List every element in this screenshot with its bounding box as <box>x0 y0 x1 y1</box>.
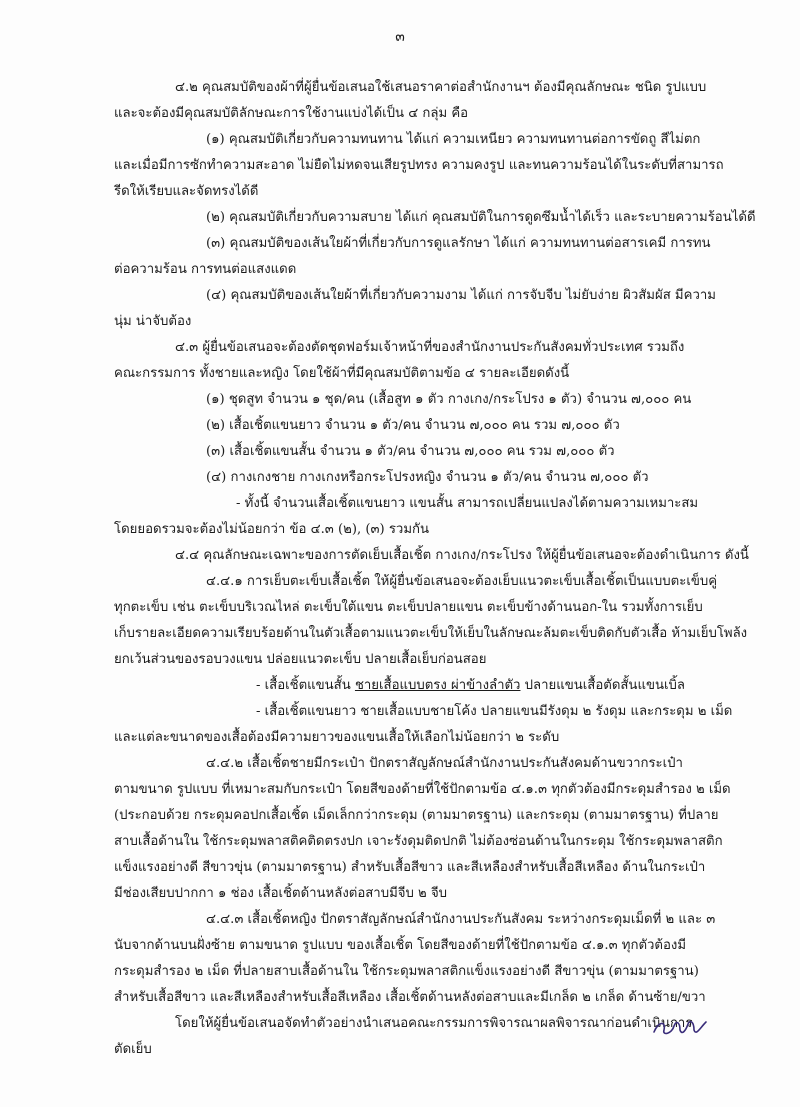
page-number: ๓ <box>395 29 405 45</box>
text-line <box>256 677 685 695</box>
text-line: นับจากด้านบนฝั่งซ้าย ตามขนาด รูปแบบ ของเสื้อเชิ้ต โดยสีของด้ายที่ใช้ปักตามข้อ ๔.๑.๓ ทุกตัวต้องมี <box>114 938 687 953</box>
text-line: และจะต้องมีคุณสมบัติลักษณะการใช้งานแบ่งได้เป็น ๔ กลุ่ม คือ <box>114 106 469 121</box>
text-line: สำหรับเสื้อสีขาว และสีเหลืองสำหรับเสื้อสีเหลือง เสื้อเชิ้ตด้านหลังต่อสาบและมีเกล็ด ๒ เกล็ด ด้านซ้าย/ขวา <box>114 990 706 1005</box>
text-line: (๒) คุณสมบัติเกี่ยวกับความสบาย ได้แก่ คุณสมบัติในการดูดซึมน้ำได้เร็ว และระบายความร้อนได้ดี <box>206 210 756 225</box>
text-line: ต่อความร้อน การทนต่อแสงแดด <box>114 262 297 277</box>
text-line: คณะกรรมการ ทั้งชายและหญิง โดยใช้ผ้าที่มีคุณสมบัติตามข้อ ๔ รายละเอียดดังนี้ <box>114 366 570 381</box>
text-line: (ประกอบด้วย กระดุมคอปกเสื้อเชิ้ต เม็ดเล็กกว่ากระดุม (ตามมาตรฐาน) และกระดุม (ตามมาตรฐาน) ที่ปลาย <box>114 808 719 823</box>
text-line: โดยยอดรวมจะต้องไม่น้อยกว่า ข้อ ๔.๓ (๒), (๓) รวมกัน <box>114 522 430 537</box>
text-line: (๔) คุณสมบัติของเส้นใยผ้าที่เกี่ยวกับความงาม ได้แก่ การจับจีบ ไม่ยับง่าย ผิวสัมผัส มีความ <box>206 288 716 303</box>
text-line: ๔.๔ คุณลักษณะเฉพาะของการตัดเย็บเสื้อเชิ้ต กางเกง/กระโปรง ให้ผู้ยื่นข้อเสนอจะต้องดำเนินการ ดังนี้ <box>175 548 749 563</box>
text-line: ๔.๓ ผู้ยื่นข้อเสนอจะต้องตัดชุดฟอร์มเจ้าหน้าที่ของสำนักงานประกันสังคมทั่วประเทศ รวมถึง <box>175 340 685 355</box>
text-segment: - เสื้อเชิ้ตแขนสั้น <box>256 678 355 693</box>
text-line: - ทั้งนี้ จำนวนเสื้อเชิ้ตแขนยาว แขนสั้น สามารถเปลี่ยนแปลงได้ตามความเหมาะสม <box>236 496 699 511</box>
text-line: นุ่ม น่าจับต้อง <box>114 314 192 329</box>
text-line: สาบเสื้อด้านใน ใช้กระดุมพลาสติคติดตรงปก เจาะรังดุมติดปกติ ไม่ต้องซ่อนด้านในกระดุม ใช้กระดุมพลาสติก <box>114 834 723 849</box>
handwritten-initials <box>650 1010 710 1040</box>
text-line: โดยให้ผู้ยื่นข้อเสนอจัดทำตัวอย่างนำเสนอคณะกรรมการพิจารณาผลพิจารณาก่อนดำเนินการ <box>175 1016 693 1031</box>
text-line: เก็บรายละเอียดความเรียบร้อยด้านในตัวเสื้อตามแนวตะเข็บให้เย็บในลักษณะล้มตะเข็บติดกับตัวเสื้อ ห้ามเย็บโพล้ง <box>114 626 748 641</box>
text-line: (๒) เสื้อเชิ้ตแขนยาว จำนวน ๑ ตัว/คน จำนวน ๗,๐๐๐ คน รวม ๗,๐๐๐ ตัว <box>206 418 620 433</box>
text-line: รีดให้เรียบและจัดทรงได้ดี <box>114 184 259 199</box>
text-line: มีช่องเสียบปากกา ๑ ช่อง เสื้อเชิ้ตด้านหลังต่อสาบมีจีบ ๒ จีบ <box>114 886 448 901</box>
text-line: ยกเว้นส่วนของรอบวงแขน ปล่อยแนวตะเข็บ ปลายเสื้อเย็บก่อนสอย <box>114 652 487 667</box>
text-line: ทุกตะเข็บ เช่น ตะเข็บบริเวณไหล่ ตะเข็บใต้แขน ตะเข็บปลายแขน ตะเข็บข้างด้านนอก-ใน รวมทั้งการเย็บ <box>114 600 703 615</box>
text-line: ตามขนาด รูปแบบ ที่เหมาะสมกับกระเป๋า โดยสีของด้ายที่ใช้ปักตามข้อ ๔.๑.๓ ทุกตัวต้องมีกระดุมสำรอง ๒ เม็ด <box>114 782 731 797</box>
text-line: (๓) เสื้อเชิ้ตแขนสั้น จำนวน ๑ ตัว/คน จำนวน ๗,๐๐๐ คน รวม ๗,๐๐๐ ตัว <box>206 444 615 459</box>
text-line: ๔.๒ คุณสมบัติของผ้าที่ผู้ยื่นข้อเสนอใช้เสนอราคาต่อสำนักงานฯ ต้องมีคุณลักษณะ ชนิด รูปแบบ <box>175 80 707 95</box>
text-line: ๔.๔.๑ การเย็บตะเข็บเสื้อเชิ้ต ให้ผู้ยื่นข้อเสนอจะต้องเย็บแนวตะเข็บเสื้อเชิ้ตเป็นแบบตะเข็บคู่ <box>206 574 718 589</box>
underlined-text: ชายเสื้อแบบตรง ผ่าข้างลำตัว <box>354 678 521 693</box>
text-line: และเมื่อมีการซักทำความสะอาด ไม่ยืดไม่หดจนเสียรูปทรง ความคงรูป และทนความร้อนได้ในระดับที่สามารถ <box>114 158 724 173</box>
text-line: (๓) คุณสมบัติของเส้นใยผ้าที่เกี่ยวกับการดูแลรักษา ได้แก่ ความทนทานต่อสารเคมี การทน <box>206 236 711 251</box>
text-line: (๑) ชุดสูท จำนวน ๑ ชุด/คน (เสื้อสูท ๑ ตัว กางเกง/กระโปรง ๑ ตัว) จำนวน ๗,๐๐๐ คน <box>206 392 692 407</box>
text-line: ๔.๔.๒ เสื้อเชิ้ตชายมีกระเป๋า ปักตราสัญลักษณ์สำนักงานประกันสังคมด้านขวากระเป๋า <box>206 756 683 771</box>
text-line: กระดุมสำรอง ๒ เม็ด ที่ปลายสาบเสื้อด้านใน ใช้กระดุมพลาสติกแข็งแรงอย่างดี สีขาวขุ่น (ตามมาตรฐาน) <box>114 964 699 979</box>
text-line: และแต่ละขนาดของเสื้อต้องมีความยาวของแขนเสื้อให้เลือกไม่น้อยกว่า ๒ ระดับ <box>114 730 560 745</box>
text-line: แข็งแรงอย่างดี สีขาวขุ่น (ตามมาตรฐาน) สำหรับเสื้อสีขาว และสีเหลืองสำหรับเสื้อสีเหลือง ด้านในกระเป๋า <box>114 860 706 875</box>
text-line: - เสื้อเชิ้ตแขนยาว ชายเสื้อแบบชายโค้ง ปลายแขนมีรังดุม ๒ รังดุม และกระดุม ๒ เม็ด <box>256 704 733 719</box>
text-line: ตัดเย็บ <box>114 1042 152 1057</box>
text-segment: ปลายแขนเสื้อตัดสั้นแขนเบิ้ล <box>520 678 685 693</box>
text-line: ๔.๔.๓ เสื้อเชิ้ตหญิง ปักตราสัญลักษณ์สำนักงานประกันสังคม ระหว่างกระดุมเม็ดที่ ๒ และ ๓ <box>206 912 716 927</box>
text-line: (๔) กางเกงชาย กางเกงหรือกระโปรงหญิง จำนวน ๑ ตัว/คน จำนวน ๗,๐๐๐ ตัว <box>206 470 649 485</box>
text-line: (๑) คุณสมบัติเกี่ยวกับความทนทาน ได้แก่ ความเหนียว ความทนทานต่อการขัดถู สีไม่ตก <box>206 132 701 147</box>
